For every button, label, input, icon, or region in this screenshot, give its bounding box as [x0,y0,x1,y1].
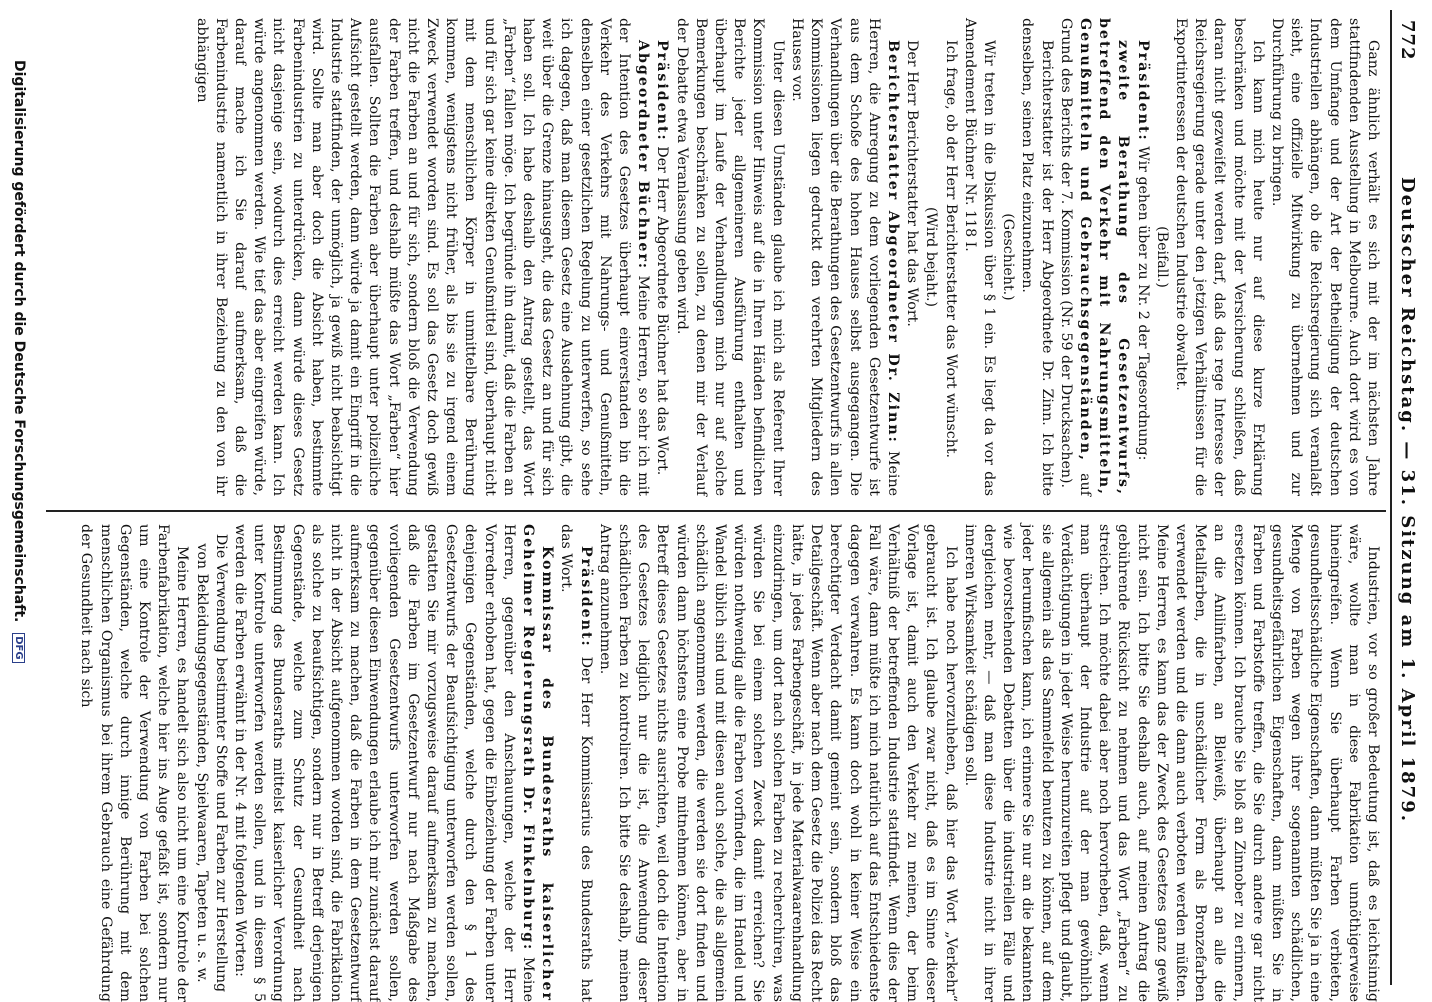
paragraph-text: (Geschieht.) [1000,213,1017,301]
header-rule [1390,10,1392,985]
paragraph [1056,18,1133,496]
paragraph [1171,18,1267,496]
paragraph-text: Meine Herren, es handelt sich also nicht um eine Kontrole der Farbenfabrikation, welche hier ins Auge gefaßt ist, sondern nur um eine Kontrole der Verwendung von Farben bei solchen Gegenständen, welche durch innige Berührung mit dem menschlichen Organismus bei ihrem Gebrauch eine Gefährdung der Gesundheit nach sich [78,524,191,1002]
running-title: Deutscher Reichstag. — 31. Sitzung am 1. April 1879. [1397,177,1418,823]
column-divider [46,510,1386,512]
paragraph [230,524,556,1002]
paragraph-text: Der Herr Berichterstatter hat das Wort. [904,40,921,327]
paragraph [1132,18,1151,496]
speaker-label: Präsident: [1134,40,1151,142]
paragraph-text: (Beifall.) [1153,226,1170,288]
paragraph [902,18,921,496]
paragraph [191,18,652,496]
paragraph [76,524,191,1002]
paragraph [940,18,959,496]
paragraph-text: Der Herr Kommissarius des Bundesraths hat das Wort. [558,524,594,1002]
paragraph [1017,18,1055,496]
paragraph [1267,18,1382,496]
paragraph-text: Ich frage, ob der Herr Berichterstatter das Wort wünscht. [942,40,959,459]
page-number: 772 [1397,20,1418,61]
paragraph-text: Industrien, vor so großer Bedeutung ist, daß es leichtsinnig wäre, wollte man in diese Fabrikation unnöthigerweise hineingreifen. Wenn Sie überhaupt Farben verbieten, gesundheitsschädliche Eigenschaften, dann müßten Sie ja in eine Menge von Farben wegen ihrer sogenannten schädlichen, gesundheitsgefährlichen Eigenschaften, dann müßten Sie in Farben und Farbstoffe treffen, die Sie durch andere gar nicht ersetzen können. Ich brauche Sie bloß an Zinnober zu erinnern, an die Anilinfarben, an Bleiweiß, überhaupt an alle die Metallfarben, die in unschädlicher Form als Bronzefarben verwendet werden und die dann auch verboten werden müßten. Meine Herren, es kann das der Zweck des Gesetzes ganz gewiß nicht sein. Ich bitte Sie deshalb auch, auf meinen Antrag die gebührende Rücksicht zu nehmen und das Wort „Farben“ zu streichen. Ich möchte dabei aber noch hervorheben, daß, wenn man überhaupt der Industrie auf der man gewöhnlich Verdächtigungen in jeder Weise herumzureiten pflegt und glaubt, sie allgemein als das Sammelfeld benutzen zu können, auf dem jeder herumfischen kann, ich erinnere Sie nur an die bekannten wie bevorstehenden Debatten über die industriellen Fälle und dergleichen mehr, — daß man diese Industrie nicht in ihrer inneren Wirksamkeit schädigen soll. [961,524,1381,1002]
paragraph [1152,18,1171,496]
speaker-label: Präsident: [654,40,671,142]
paragraph-text: Unter diesen Umständen glaube ich mich als Referent Ihrer Kommission unter Hinweis auf die in Ihren Händen befindlichen Berichte jeder allgemeineren Ausführung enthalten und überhaupt im Laufe der Verhandlungen mich nur auf solche Bemerkungen beschränken zu sollen, zu denen mir der Verlauf der Debatte etwa Veranlassung geben wird. [673,18,786,496]
paragraph [595,524,960,1002]
paragraph [556,524,594,1002]
speaker-label: Abgeordneter Büchner: [635,40,652,271]
right-column [76,524,1382,1002]
paragraph [671,18,786,496]
paragraph [998,18,1017,496]
paragraph-text: Die Verwendung bestimmter Stoffe und Farben zur Herstellung von Bekleidungsgegenständen, Spielwaaren, Tapeten u. s. w. [193,533,229,993]
paragraph-text: Wir treten in die Diskussion über § 1 ein. Es liegt da vor das Amendement Büchner Nr. 118 I. [961,18,997,496]
paragraph-text: (Wird bejaht.) [923,207,940,307]
speaker-label: zweite Berathung des Gesetzentwurfs, betreffend den Verkehr mit Nahrungsmitteln, Genußmitteln und Gebrauchsgegenständen, [1076,18,1132,496]
paragraph-text: Meine Herren, so sehr ich mit der Intention des Gesetzes überhaupt einverstanden bin die Verkehr des Verkehrs mit Nahrungs- und Genußmitteln, denselben einer gesetzlichen Regelung zu unterwerfen, so sehe ich dagegen, daß man diesem Gesetz eine Ausdehnung gibt, die weit über die Grenze hinausgeht, die das Gesetz an und für sich haben soll. Ich habe deshalb den Antrag gestellt, das Wort „Farben“ fallen möge. Ich begründe ihn damit, daß die Farben an und für sich gar keine direkten Genußmittel sind, überhaupt nicht mit dem menschlichen Körper in unmittelbare Berührung kommen, wenigstens nicht früher, als bis sie zu irgend einem Zweck verwendet worden sind. Es soll das Gesetz doch gewiß nicht die Farben an und für sich, sondern bloß die Verwendung der Farben treffen, und deshalb müßte das Wort „Farben“ hier ausfallen. Sollten die Farben aber überhaupt unter polizeiliche Aufsicht gestellt werden, dann würde ja damit ein Eingriff in die Industrie stattfinden, der unmöglich, ja gewiß nicht beabsichtigt wird. Sollte man aber doch die Absicht haben, bestimmte Farbenindustrien zu unterdrücken, dann würde dieses Gesetz nicht dasjenige sein, wodurch dies erreicht werden kann. Ich würde angenommen werden. Wie tief das aber eingreifen würde, darauf mache ich Sie darauf aufmerksam, daß die Farbenindustrie namentlich in ihrer Beziehung zu den von ihr abhängigen [193,18,652,496]
paragraph-text: Ganz ähnlich verhält es sich mit der im nächsten Jahre stattfindenden Ausstellung in Melbourne. Auch dort wird es von dem Umfange und der Art der Betheiligung der deutschen Industriellen abhängen, ob die Reichsregierung sich veranlaßt sieht, eine offizielle Mitwirkung zu übernehmen und zur Durchführung zu bringen. [1268,18,1381,496]
paragraph-text: Ich kann mich heute nur auf diese kurze Erklärung beschränken und möchte mit der Versicherung schließen, daß daran nicht gezweifelt werden darf, daß das rege Interesse der Reichsregierung gerade unter den jetzigen Verhältnissen für die Exportinteressen der deutschen Industrie obwaltet. [1172,18,1266,496]
footer-text: Digitalisierung gefördert durch die Deutsche Forschungsgemeinschaft. [11,60,27,623]
speaker-label: Berichterstatter Abgeordneter Dr. Zinn: [884,40,901,444]
paragraph-text: Ich habe noch hervorzuheben, daß hier das Wort „Verkehr“ gebraucht ist. Ich glaube zwar nicht, daß es im Sinne dieser Vorlage ist, damit auch den Verkehr zu meinen, der beim Verhältniß der betreffenden Industrie stattfindet. Wenn dies der Fall wäre, dann müßte ich mich natürlich auf das Entschiedenste dagegen verwahren. Es kann doch wohl in keiner Weise ein berechtigter Verdacht damit gemeint sein, sondern bloß das Detailgeschäft. Wenn aber nach dem Gesetz die Polizei das Recht hätte, in jedes Farbengeschäft, in jede Materialwaarenhandlung einzudringen, um dort nach solchen Farben zu recherchiren, was würden Sie bei einem solchen Zweck damit erreichen? Sie würden nothwendig alle die Farben vorfinden, die im Handel und Wandel üblich sind und mit diesen auch solche, die als allgemein schädlich angenommen werden, die werden sie dort finden und würden dann höchstens eine Probe mitnehmen können, aber in Betreff dieses Gesetzes nichts ausrichten, weil doch die Intention des Gesetzes lediglich nur die ist, die Anwendung dieser schädlichen Farben zu kontroliren. Ich bitte Sie deshalb, meinen Antrag anzunehmen. [596,524,959,1002]
footer-credit [11,60,27,663]
paragraph [921,18,940,496]
paragraph-text: Meine Herren, die Anregung zu dem vorliegenden Gesetzentwurfe ist aus dem Schoße des hohen Hauses selbst ausgegangen. Die Verhandlungen über die Berathungen des Gesetzentwurfs in allen Kommissionen liegen gedruckt den verehrten Mitgliedern des Hauses vor. [788,18,901,496]
speaker-label: Präsident: [577,546,594,648]
paragraph-text: auf Grund des Berichts der 7. Kommission (Nr. 59 der Drucksachen). [1057,18,1093,496]
dfg-logo: DFG [12,633,25,662]
paragraph [960,524,1382,1002]
paragraph-text: Der Herr Abgeordnete Büchner hat das Wort. [654,141,671,476]
paragraph [191,524,229,1002]
paragraph [652,18,671,496]
paragraph-text: Meine Herren, gegenüber den Anschauungen, welche der Herr Vorredner erhoben hat, gegen die Einbeziehung der Farben unter denjenigen Gegenständen, welche durch den § 1 des Gesetzentwurfs der Beaufsichtigung unterworfen werden sollen, gestatten Sie mir vorzugsweise darauf aufmerksam zu machen, daß die Farben im Gesetzentwurf nur nach Maßgabe des vorliegenden Gesetzentwurfs unterworfen werden sollen, gegenüber diesen Einwendungen erlaube ich mir zunächst darauf aufmerksam zu machen, daß die Farben in dem Gesetzentwurf nicht in der Absicht aufgenommen worden sind, die Fabrikation als solche zu beaufsichtigen, sondern nur in Betreff derjenigen Gegenstände, welche zum Schutz der Gesundheit nach Bestimmung des Bundesraths mittelst kaiserlicher Verordnung unter Kontrole unterworfen werden sollen, und in diesem § 5 werden die Farben erwähnt in der Nr. 4 mit folgenden Worten: [232,524,537,1002]
left-column [191,18,1382,496]
paragraph [960,18,998,496]
speaker-label: Kommissar des Bundesraths kaiserlicher Geheimer Regierungsrath Dr. Finkelnburg: [520,524,556,1002]
paragraph [787,18,902,496]
paragraph-text: Wir gehen über zu Nr. 2 der Tagesordnung: [1134,141,1151,461]
paragraph-text: Berichterstatter ist der Herr Abgeordnete Dr. Zinn. Ich bitte denselben, seinen Platz einzunehmen. [1019,18,1055,496]
page-header [1388,0,1424,1000]
